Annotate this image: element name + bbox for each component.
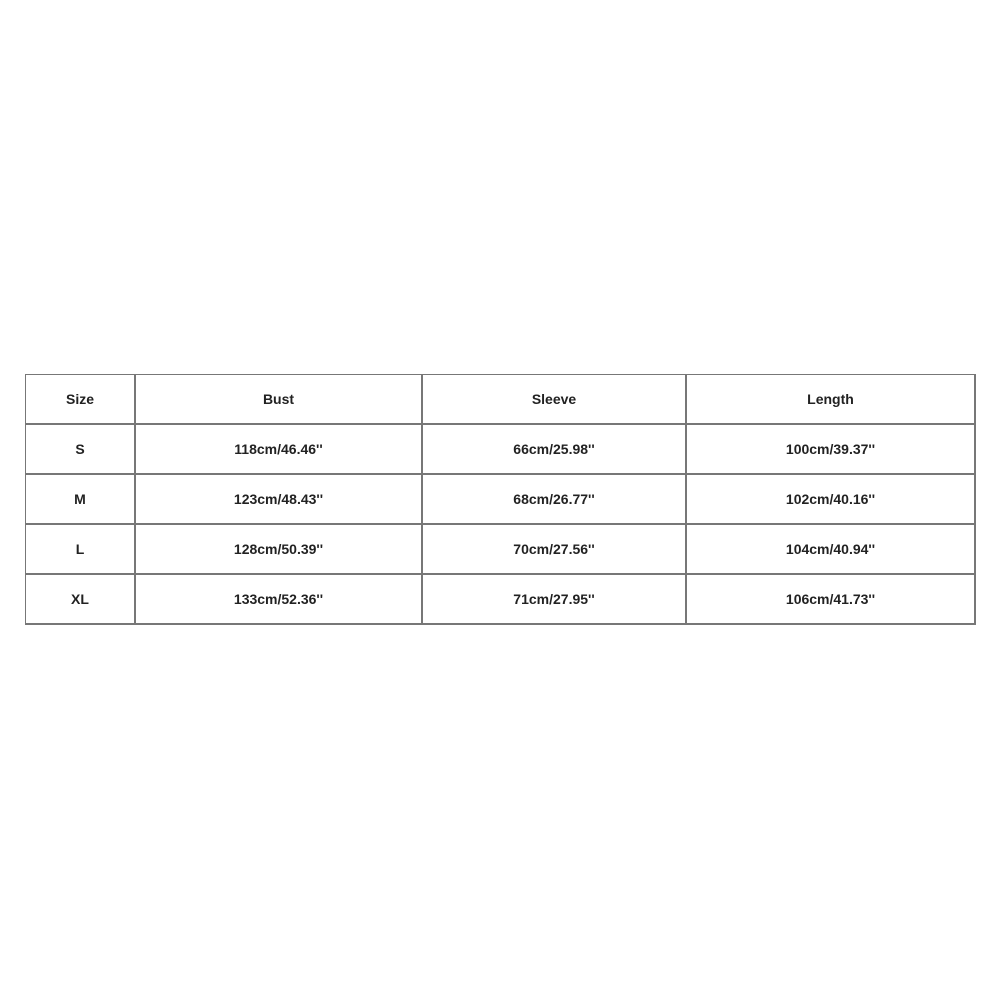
table-header-row: [26, 375, 976, 425]
cell-sleeve: 66cm/25.98'': [423, 425, 687, 475]
cell-length: 102cm/40.16'': [687, 475, 976, 525]
header-length: Length: [687, 375, 976, 425]
cell-length: 100cm/39.37'': [687, 425, 976, 475]
table-row: [26, 525, 976, 575]
size-chart-table: [25, 374, 976, 625]
cell-size: XL: [26, 575, 136, 625]
table-row: [26, 475, 976, 525]
cell-sleeve: 68cm/26.77'': [423, 475, 687, 525]
cell-sleeve: 70cm/27.56'': [423, 525, 687, 575]
cell-size: S: [26, 425, 136, 475]
cell-size: L: [26, 525, 136, 575]
cell-length: 104cm/40.94'': [687, 525, 976, 575]
header-bust: Bust: [136, 375, 423, 425]
header-size: Size: [26, 375, 136, 425]
cell-sleeve: 71cm/27.95'': [423, 575, 687, 625]
cell-length: 106cm/41.73'': [687, 575, 976, 625]
cell-bust: 133cm/52.36'': [136, 575, 423, 625]
table-row: [26, 575, 976, 625]
cell-size: M: [26, 475, 136, 525]
table-row: [26, 425, 976, 475]
header-sleeve: Sleeve: [423, 375, 687, 425]
cell-bust: 128cm/50.39'': [136, 525, 423, 575]
cell-bust: 118cm/46.46'': [136, 425, 423, 475]
cell-bust: 123cm/48.43'': [136, 475, 423, 525]
